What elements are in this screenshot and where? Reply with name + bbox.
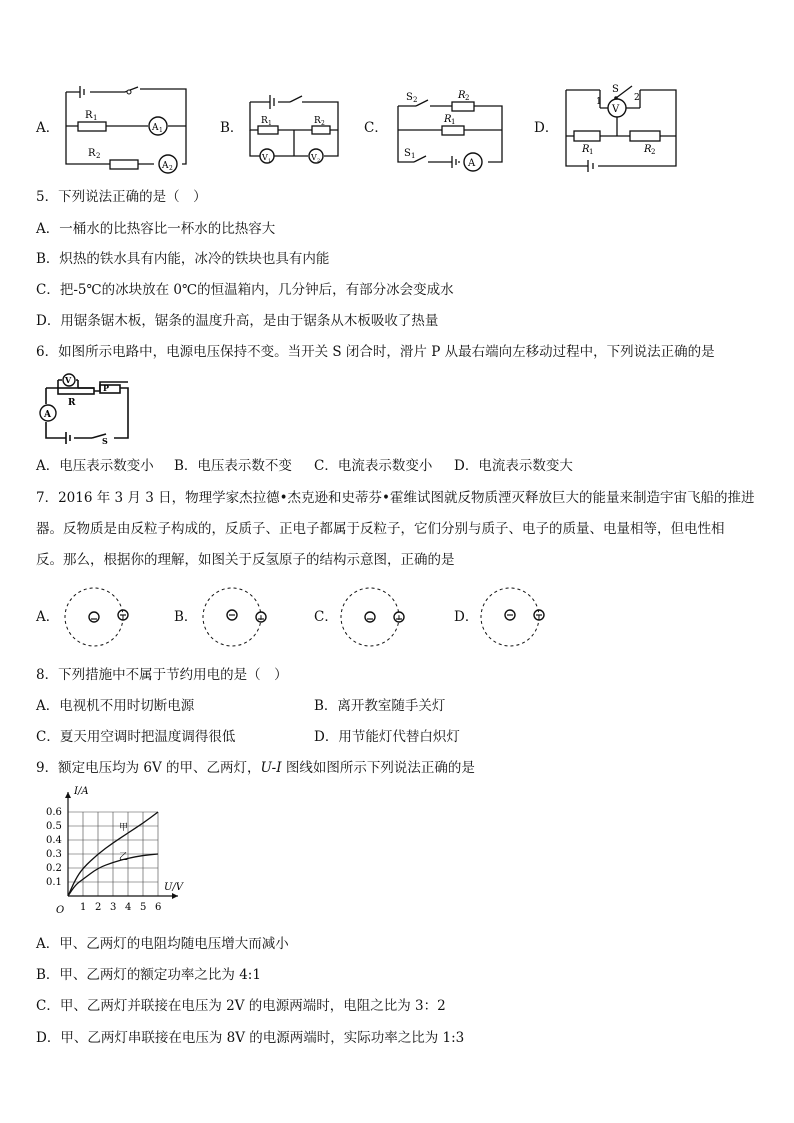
r1-label: R (85, 110, 93, 121)
q5-option-b: B．炽热的铁水具有内能，冰冷的铁块也具有内能 (36, 251, 330, 267)
ui-chart (40, 788, 220, 923)
y-tick-label: 0.2 (46, 863, 62, 874)
svg-text:1: 1 (589, 148, 594, 156)
q9-option-c: C．甲、乙两灯并联接在电压为 2V 的电源两端时，电阻之比为 3：2 (36, 998, 446, 1014)
d-r1-label: R (582, 144, 590, 155)
x-tick-label: 3 (110, 902, 117, 913)
q8-option-b: B．离开教室随手关灯 (314, 698, 446, 714)
q7-option-c-label: C． (314, 609, 338, 625)
chart-grid (65, 792, 178, 899)
q4-option-b-label: B． (220, 120, 244, 136)
x-tick-label: 6 (155, 902, 162, 913)
q7-option-b-label: B． (174, 609, 198, 625)
svg-text:1: 1 (93, 114, 98, 122)
b-r2-label: R (314, 116, 321, 126)
x-axis-label: U/V (164, 882, 184, 893)
svg-text:1: 1 (268, 120, 272, 127)
svg-text:2: 2 (413, 96, 418, 104)
q6-voltmeter: V (65, 375, 72, 385)
circuit-d (560, 80, 685, 175)
c-ammeter: A (468, 158, 476, 169)
q4-option-c-label: C． (364, 120, 388, 136)
q7-option-a-label: A． (36, 609, 60, 625)
y-axis-label: I/A (74, 786, 89, 797)
q4-option-d-label: D． (534, 120, 559, 136)
y-tick-label: 0.5 (46, 821, 62, 832)
y-tick-label: 0.1 (46, 877, 62, 888)
origin-label: O (56, 905, 65, 916)
q7-stem-line-2: 器。反物质是由反粒子构成的，反质子、正电子都属于反粒子，它们分别与质子、电子的质量、电量相等，但电性相 (36, 521, 725, 537)
q8-option-a: A．电视机不用时切断电源 (36, 698, 195, 714)
atom-b (200, 586, 272, 648)
q6-slider-label: P (103, 383, 110, 393)
q6-ammeter: A (44, 410, 51, 420)
q7-stem-line-1: 7．2016 年 3 月 3 日，物理学家杰拉德•杰克逊和史蒂芬•霍维试图就反物质湮灭释放巨大的能量来制造宇宙飞船的推进 (36, 490, 755, 506)
q5-option-a: A．一桶水的比热容比一杯水的比热容大 (36, 221, 276, 237)
q4-option-a-label: A． (36, 120, 60, 136)
q6-switch-label: S (102, 436, 108, 446)
q6-option-b: B．电压表示数不变 (174, 458, 292, 474)
q7-stem-line-3: 反。那么，根据你的理解，如图关于反氢原子的结构示意图，正确的是 (36, 552, 455, 568)
y-tick-label: 0.4 (46, 835, 62, 846)
b-r1-label: R (261, 116, 268, 126)
y-tick-label: 0.3 (46, 849, 62, 860)
svg-text:1: 1 (268, 158, 272, 164)
svg-text:2: 2 (169, 165, 173, 172)
svg-text:2: 2 (651, 148, 656, 156)
series-label-1: 乙 (119, 852, 129, 863)
svg-text:1: 1 (411, 152, 416, 160)
d-switch-label: S (612, 84, 619, 95)
voltmeter-v2: V (311, 153, 317, 162)
q7-option-d-label: D． (454, 609, 479, 625)
x-tick-label: 2 (95, 902, 102, 913)
q6-stem: 6．如图所示电路中，电源电压保持不变。当开关 S 闭合时，滑片 P 从最右端向左移动过程中，下列说法正确的是 (36, 344, 715, 360)
q6-option-a: A．电压表示数变小 (36, 458, 154, 474)
c-s1-label: S (404, 148, 411, 159)
d-r2-label: R (644, 144, 652, 155)
atom-d (478, 586, 550, 648)
q9-option-a: A．甲、乙两灯的电阻均随电压增大而减小 (36, 936, 289, 952)
atom-a (62, 586, 134, 648)
q8-option-d: D．用节能灯代替白炽灯 (314, 729, 460, 745)
x-tick-label: 5 (140, 902, 147, 913)
c-r2-label: R (458, 90, 466, 101)
series-label-0: 甲 (119, 823, 129, 834)
circuit-c (392, 86, 507, 171)
q5-option-c: C．把-5℃的冰块放在 0℃的恒温箱内，几分钟后，有部分冰会变成水 (36, 282, 454, 298)
ammeter-a2: A (162, 161, 169, 171)
q9-stem: 9．额定电压均为 6V 的甲、乙两灯，U-I 图线如图所示下列说法正确的是 (36, 760, 475, 776)
d-contact-2: 2 (634, 93, 640, 103)
voltmeter-v1: V (262, 153, 268, 162)
q8-option-c: C．夏天用空调时把温度调得很低 (36, 729, 236, 745)
q9-option-b: B．甲、乙两灯的额定功率之比为 4:1 (36, 967, 261, 983)
atom-c (338, 586, 410, 648)
x-axis-arrow (172, 893, 178, 899)
q6-option-c: C．电流表示数变小 (314, 458, 433, 474)
svg-text:1: 1 (451, 118, 456, 126)
q6-resistor-label: R (68, 398, 76, 408)
q5-stem: 5．下列说法正确的是（ ） (36, 189, 207, 205)
svg-text:1: 1 (159, 127, 163, 134)
q6-option-d: D．电流表示数变大 (454, 458, 573, 474)
x-tick-label: 1 (80, 902, 87, 913)
c-r1-label: R (444, 114, 452, 125)
d-voltmeter: V (612, 104, 620, 115)
circuit-b (246, 90, 346, 162)
ammeter-a1: A (152, 123, 159, 133)
q8-stem: 8．下列措施中不属于节约用电的是（ ） (36, 667, 288, 683)
svg-text:2: 2 (321, 120, 325, 127)
y-axis-arrow (65, 792, 71, 798)
q9-option-d: D．甲、乙两灯串联接在电压为 8V 的电源两端时，实际功率之比为 1:3 (36, 1030, 465, 1046)
d-contact-1: 1 (596, 97, 602, 107)
y-tick-label: 0.6 (46, 807, 62, 818)
circuit-a (60, 84, 195, 174)
c-s2-label: S (406, 92, 413, 103)
svg-text:2: 2 (96, 152, 101, 160)
svg-text:2: 2 (317, 158, 321, 164)
q5-option-d: D．用锯条锯木板，锯条的温度升高，是由于锯条从木板吸收了热量 (36, 313, 439, 329)
q6-circuit (40, 368, 140, 446)
r2-label: R (88, 148, 96, 159)
x-tick-label: 4 (125, 902, 132, 913)
svg-text:2: 2 (465, 94, 470, 102)
